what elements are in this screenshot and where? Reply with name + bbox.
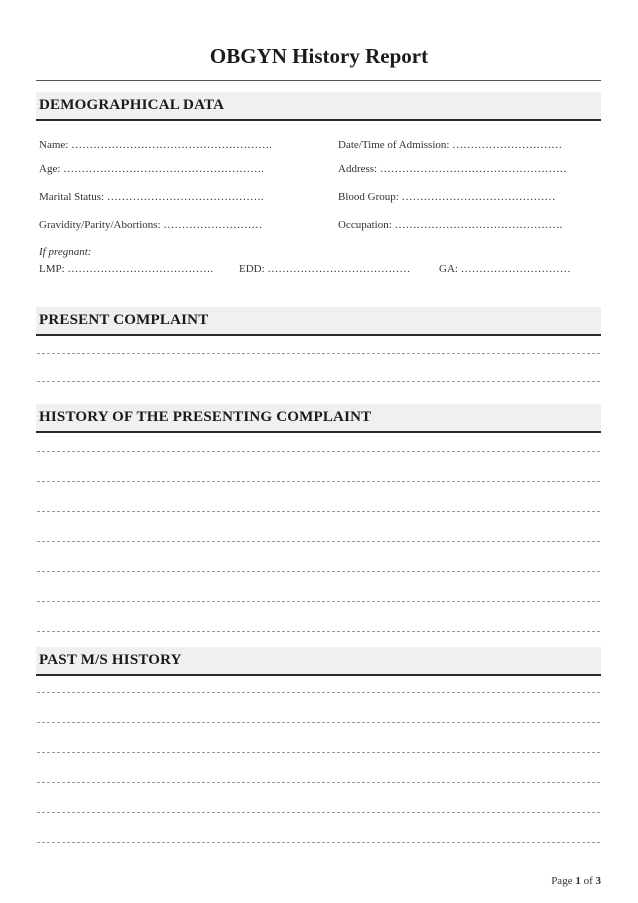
- document-title: OBGYN History Report: [209, 44, 429, 68]
- writing-line[interactable]: [37, 381, 600, 382]
- page-current: 1: [575, 875, 581, 887]
- page-label: Page: [551, 875, 573, 887]
- writing-line[interactable]: [37, 722, 600, 723]
- writing-line[interactable]: [37, 812, 600, 813]
- writing-line[interactable]: [37, 571, 600, 572]
- writing-line[interactable]: [37, 631, 600, 632]
- field-ga[interactable]: GA: …………………………: [439, 263, 571, 275]
- section-history-presenting: [36, 404, 601, 632]
- title-divider: [36, 80, 601, 81]
- writing-line[interactable]: [37, 511, 600, 512]
- field-blood-group[interactable]: Blood Group: ……………………………………: [338, 191, 556, 203]
- writing-line[interactable]: [37, 842, 600, 843]
- writing-line[interactable]: [37, 782, 600, 783]
- writing-line[interactable]: [37, 451, 600, 452]
- field-occupation[interactable]: Occupation: ……………………………………….: [338, 219, 563, 231]
- writing-line[interactable]: [37, 692, 600, 693]
- section-heading-present-complaint: PRESENT COMPLAINT: [36, 307, 601, 336]
- section-past-ms: [36, 647, 601, 843]
- writing-line[interactable]: [37, 601, 600, 602]
- page-number: [551, 875, 601, 887]
- field-date-time-admission[interactable]: Date/Time of Admission: …………………………: [338, 139, 563, 151]
- field-marital-status[interactable]: Marital Status: …………………………………….: [39, 191, 264, 203]
- field-age[interactable]: Age: ……………………………………………….: [39, 163, 264, 175]
- section-present-complaint: [36, 307, 601, 382]
- field-address[interactable]: Address: ……………………………………………: [338, 163, 567, 175]
- writing-line[interactable]: [37, 752, 600, 753]
- section-demographic: [36, 92, 601, 121]
- if-pregnant-text: If pregnant:: [39, 246, 92, 258]
- writing-line[interactable]: [37, 353, 600, 354]
- page-total: 3: [595, 875, 601, 887]
- field-gravidity[interactable]: Gravidity/Parity/Abortions: ………………………: [39, 219, 263, 231]
- page-of: of: [583, 875, 593, 887]
- writing-line[interactable]: [37, 481, 600, 482]
- section-heading-past-ms: PAST M/S HISTORY: [36, 647, 601, 676]
- writing-line[interactable]: [37, 541, 600, 542]
- if-pregnant-label: [39, 246, 601, 258]
- field-name[interactable]: Name: ……………………………………………….: [39, 139, 272, 151]
- section-heading-history-presenting: HISTORY OF THE PRESENTING COMPLAINT: [36, 404, 601, 433]
- field-edd[interactable]: EDD: …………………………………: [239, 263, 411, 275]
- section-heading-demographic: DEMOGRAPHICAL DATA: [36, 92, 601, 121]
- field-lmp[interactable]: LMP: ………………………………….: [39, 263, 214, 275]
